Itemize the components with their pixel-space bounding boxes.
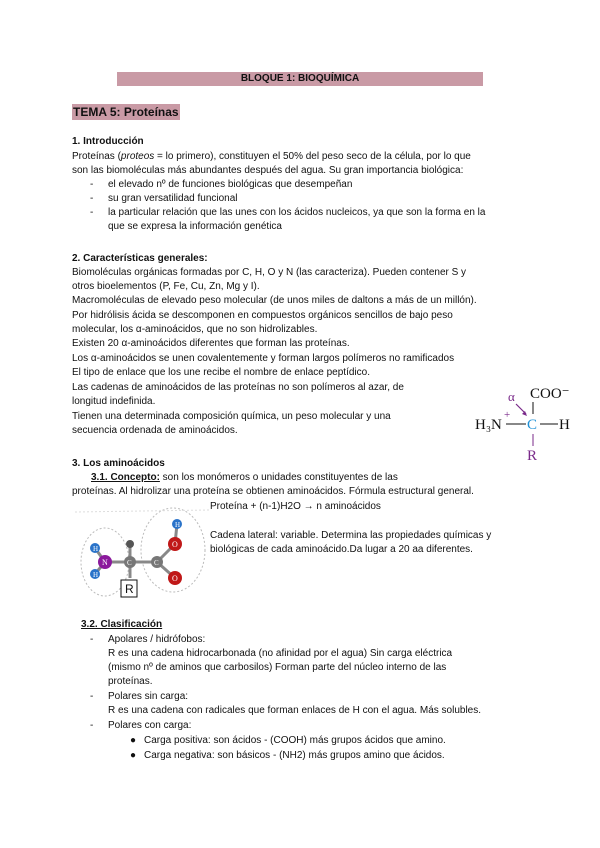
list-item-text: Apolares / hidrófobos: bbox=[108, 634, 206, 645]
hydrogen-atom bbox=[126, 540, 134, 548]
bullet-item: ● Carga negativa: son básicos - (NH2) más grupos amino que ácidos. bbox=[130, 750, 445, 761]
atom-label: C bbox=[127, 559, 132, 567]
formula-h: H bbox=[559, 417, 570, 433]
general-line: Tienen una determinada composición química, un peso molecular y una bbox=[72, 411, 391, 422]
apolar-line: proteínas. bbox=[108, 676, 153, 687]
aminoacids-heading: 3. Los aminoácidos bbox=[72, 458, 165, 469]
side-chain-line-1: Cadena lateral: variable. Determina las propiedades químicas y bbox=[210, 530, 492, 541]
intro-line-2: son las biomoléculas más abundantes después del agua. Su gran importancia biológica: bbox=[72, 164, 464, 176]
list-item-text: su gran versatilidad funcional bbox=[108, 193, 238, 204]
formula-h3n: H₃N bbox=[475, 417, 502, 433]
block-title: BLOQUE 1: BIOQUÍMICA bbox=[117, 72, 483, 86]
list-item: - la particular relación que las unes con los ácidos nucleicos, ya que son la forma en la bbox=[90, 207, 486, 218]
apolar-line: (mismo nº de aminos que carbosilos) Forman parte del núcleo interno de las bbox=[108, 662, 447, 673]
concept-text: son los monómeros o unidades constituyentes de las bbox=[159, 472, 398, 483]
intro-heading: 1. Introducción bbox=[72, 136, 144, 147]
side-chain-label: R bbox=[125, 582, 134, 596]
formula-r: R bbox=[527, 448, 538, 464]
guide-line bbox=[75, 510, 210, 512]
concept-line bbox=[91, 471, 528, 484]
list-item-text: Polares con carga: bbox=[108, 720, 192, 731]
general-line: secuencia ordenada de aminoácidos. bbox=[72, 425, 238, 436]
list-item: - su gran versatilidad funcional bbox=[90, 193, 238, 204]
general-heading: 2. Características generales: bbox=[72, 253, 208, 264]
list-item: - el elevado nº de funciones biológicas que desempeñan bbox=[90, 179, 353, 190]
atom-label: N bbox=[102, 558, 108, 567]
intro-line-1b: = lo primero), constituyen el 50% del peso seco de la célula, por lo que bbox=[154, 151, 471, 162]
general-line: Las cadenas de aminoácidos de las proteínas no son polímeros al azar, de bbox=[72, 382, 404, 393]
list-item: - Apolares / hidrófobos: bbox=[90, 634, 206, 645]
general-line: Biomoléculas orgánicas formadas por C, H, O y N (las caracteriza). Pueden contener S y bbox=[72, 267, 467, 278]
list-item-text: Polares sin carga: bbox=[108, 691, 189, 702]
general-line: Por hidrólisis ácida se descomponen en compuestos orgánicos sencillos de bajo peso bbox=[72, 310, 453, 321]
bullet-text: Carga negativa: son básicos - (NH2) más grupos amino que ácidos. bbox=[144, 750, 445, 761]
amino-acid-formula bbox=[470, 380, 580, 465]
atom-label: H bbox=[175, 521, 181, 529]
polar-line: R es una cadena con radicales que forman enlaces de H con el agua. Más solubles. bbox=[108, 705, 482, 716]
list-item-text: el elevado nº de funciones biológicas que desempeñan bbox=[108, 179, 353, 190]
formula-alpha: α bbox=[508, 389, 515, 404]
general-line: Macromoléculas de elevado peso molecular (de unos miles de daltons a más de un millón). bbox=[72, 295, 477, 306]
apolar-line: R es una cadena hidrocarbonada (no afinidad por el agua) Sin carga eléctrica bbox=[108, 648, 453, 659]
atom-label: O bbox=[172, 574, 178, 583]
list-item-continued: que se expresa la información genética bbox=[108, 221, 282, 232]
side-chain-line-2: biológicas de cada aminoácido.Da lugar a 20 aa diferentes. bbox=[210, 544, 473, 555]
general-line: longitud indefinida. bbox=[72, 396, 156, 407]
intro-line-1a: Proteínas ( bbox=[72, 151, 121, 162]
concept-line-2: proteínas. Al hidrolizar una proteína se obtienen aminoácidos. Fórmula estructural general. bbox=[72, 486, 474, 497]
formula-plus: + bbox=[504, 409, 511, 421]
topic-title: TEMA 5: Proteínas bbox=[73, 105, 179, 119]
general-line: molecular, los α-aminoácidos, que no son hidrolizables. bbox=[72, 324, 318, 335]
formula-coo: COO⁻ bbox=[530, 386, 570, 402]
classification-heading: 3.2. Clasificación bbox=[81, 619, 163, 630]
atom-label: O bbox=[172, 540, 178, 549]
list-item: - Polares con carga: bbox=[90, 720, 192, 731]
intro-emphasis: proteos bbox=[120, 151, 155, 162]
list-item: - Polares sin carga: bbox=[90, 691, 189, 702]
general-line: Los α-aminoácidos se unen covalentemente y forman largos polímeros no ramificados bbox=[72, 353, 455, 364]
general-line: El tipo de enlace que los une recibe el nombre de enlace peptídico. bbox=[72, 367, 370, 378]
atom-label: C bbox=[154, 559, 159, 567]
list-item-text: la particular relación que las unes con los ácidos nucleicos, ya que son la forma en la bbox=[108, 207, 486, 218]
atom-label: H bbox=[93, 545, 99, 553]
hydrolysis-reaction: Proteína + (n-1)H2O → n aminoácidos bbox=[210, 501, 381, 512]
intro-line-1 bbox=[72, 150, 528, 163]
bullet-item: ● Carga positiva: son ácidos - (COOH) más grupos ácidos que amino. bbox=[130, 735, 446, 746]
atom-label: H bbox=[93, 571, 99, 579]
formula-c: C bbox=[527, 417, 538, 433]
amino-acid-3d-model bbox=[75, 502, 210, 600]
bullet-text: Carga positiva: son ácidos - (COOH) más grupos ácidos que amino. bbox=[144, 735, 446, 746]
general-line: otros bioelementos (P, Fe, Cu, Zn, Mg y I). bbox=[72, 281, 260, 292]
concept-label: 3.1. Concepto: bbox=[91, 472, 160, 483]
general-line: Existen 20 α-aminoácidos diferentes que forman las proteínas. bbox=[72, 338, 350, 349]
